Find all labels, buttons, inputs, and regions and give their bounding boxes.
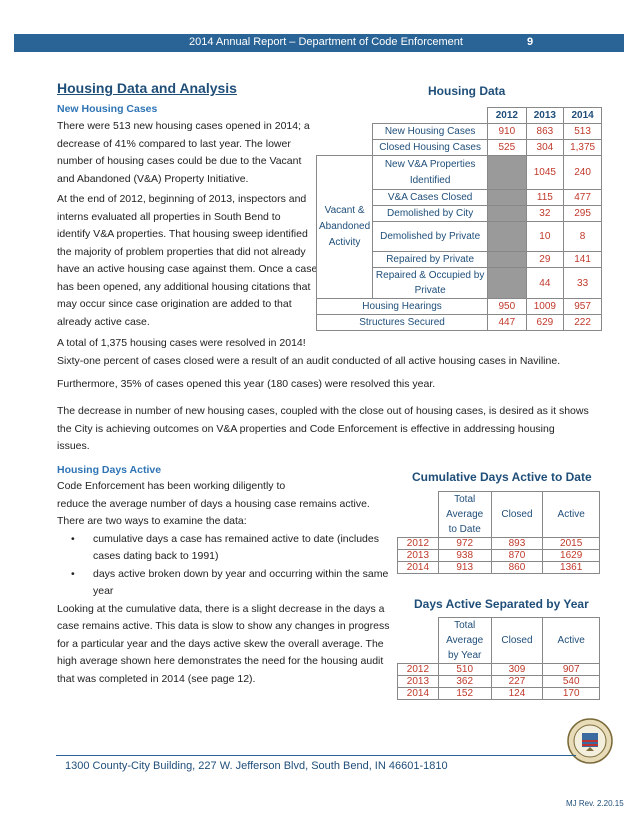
housing-data-title: Housing Data — [428, 84, 506, 98]
row-year: 2012 — [398, 538, 439, 550]
text-line: the majority of problem properties that did not already — [57, 245, 306, 258]
new-cases-heading: New Housing Cases — [57, 103, 158, 115]
row-label: Closed Housing Cases — [373, 140, 488, 156]
text-line: may occur since case origination are added to that — [57, 298, 292, 310]
text-line: There are two ways to examine the data: — [57, 515, 247, 527]
text-line: issues. — [57, 440, 90, 452]
row-year: 2013 — [398, 550, 439, 562]
footer-divider — [56, 755, 576, 756]
header-text: Average — [446, 509, 484, 520]
cell-value: 1361 — [543, 562, 600, 574]
cell-value: 115 — [526, 190, 564, 206]
column-header: Active — [543, 618, 600, 664]
text-line: high average shown here demonstrates the need for the housing audit — [57, 655, 384, 667]
cell-value: 29 — [526, 252, 564, 268]
cell-value: 863 — [526, 124, 564, 140]
table-row — [317, 124, 602, 140]
row-label: Demolished by City — [373, 206, 488, 222]
empty-cell — [488, 156, 526, 190]
cell-value: 2015 — [543, 538, 600, 550]
list-item — [57, 566, 397, 601]
header-text: Total — [454, 494, 476, 505]
new-cases-paragraph-1 — [57, 118, 332, 188]
row-label: New V&A Properties Identified — [373, 156, 488, 190]
row-year: 2014 — [398, 562, 439, 574]
days-active-intro — [57, 478, 397, 688]
cell-value: 44 — [526, 268, 564, 299]
table-row — [398, 562, 600, 574]
text-line: reduce the average number of days a housing case remains active. — [57, 497, 370, 510]
cell-value: 540 — [543, 676, 600, 688]
cell-value: 240 — [564, 156, 602, 190]
table-row — [317, 299, 602, 315]
text-line: identify V&A properties. That housing sweep identified — [57, 228, 308, 240]
empty-cell — [488, 252, 526, 268]
cell-value: 950 — [488, 299, 526, 315]
cell-value: 913 — [438, 562, 491, 574]
empty-cell — [488, 222, 526, 252]
text-line: the City is achieving outcomes on V&A properties and Code Enforcement is effective in addressing housing — [57, 422, 555, 435]
table-row — [398, 538, 600, 550]
header-text: Total — [454, 620, 476, 631]
text-line: for a particular year and the days active skew the overall average. The — [57, 637, 384, 650]
cell-value: 938 — [438, 550, 491, 562]
cell-value: 1009 — [526, 299, 564, 315]
row-label: Repaired & Occupied by Private — [373, 268, 488, 299]
text-line: year — [93, 585, 114, 597]
text-line: Looking at the cumulative data, there is a slight decrease in the days a — [57, 602, 385, 615]
row-label: New Housing Cases — [373, 124, 488, 140]
text-line: case remains active. This data is slow to show any changes in progress — [57, 620, 390, 632]
footer-address: 1300 County-City Building, 227 W. Jefferson Blvd, South Bend, IN 46601-1810 — [65, 760, 448, 772]
text-line: At the end of 2012, beginning of 2013, inspectors and — [57, 193, 307, 205]
row-year: 2014 — [398, 688, 439, 700]
cell-value: 860 — [491, 562, 543, 574]
table-header-row — [398, 492, 600, 538]
text-line: and Abandoned (V&A) Property Initiative. — [57, 172, 249, 185]
column-header: Active — [543, 492, 600, 538]
text-line: number of housing cases could be due to the Vacant — [57, 155, 302, 167]
empty-cell — [488, 268, 526, 299]
cell-value: 870 — [491, 550, 543, 562]
page-header-bar — [14, 34, 624, 52]
revision-note: MJ Rev. 2.20.15 — [566, 799, 624, 808]
table-row — [398, 664, 600, 676]
row-label: V&A Cases Closed — [373, 190, 488, 206]
year-header: 2013 — [526, 108, 564, 124]
cell-value: 957 — [564, 299, 602, 315]
row-label: Demolished by Private — [373, 222, 488, 252]
housing-data-table — [316, 107, 602, 331]
table-row — [398, 676, 600, 688]
year-header: 2012 — [488, 108, 526, 124]
text-line: interns evaluated all properties in South Bend to — [57, 210, 281, 223]
decrease-paragraph — [57, 403, 627, 456]
column-header — [438, 618, 491, 664]
header-text: Average — [446, 635, 484, 646]
report-title: 2014 Annual Report – Department of Code Enforcement — [189, 36, 463, 48]
cell-value: 10 — [526, 222, 564, 252]
cell-value: 124 — [491, 688, 543, 700]
by-year-table — [397, 617, 600, 700]
table-row — [398, 688, 600, 700]
table-row — [317, 315, 602, 331]
row-label: Housing Hearings — [317, 299, 488, 315]
cell-value: 1,375 — [564, 140, 602, 156]
row-year: 2012 — [398, 664, 439, 676]
table-header-row — [317, 108, 602, 124]
cell-value: 170 — [543, 688, 600, 700]
text-line: The decrease in number of new housing cases, coupled with the close out of housing cases, is desired as it shows — [57, 405, 589, 417]
text-line: that was completed in 2014 (see page 12). — [57, 672, 256, 685]
row-year: 2013 — [398, 676, 439, 688]
furthermore-paragraph: Furthermore, 35% of cases opened this year (180 cases) were resolved this year. — [57, 378, 436, 390]
header-text: by Year — [448, 650, 482, 661]
cell-value: 141 — [564, 252, 602, 268]
text-line: cumulative days a case has remained active to date (includes — [93, 532, 379, 545]
cell-value: 513 — [564, 124, 602, 140]
cell-value: 629 — [526, 315, 564, 331]
cell-value: 893 — [491, 538, 543, 550]
cell-value: 32 — [526, 206, 564, 222]
row-label: Structures Secured — [317, 315, 488, 331]
cumulative-table — [397, 491, 600, 574]
cell-value: 972 — [438, 538, 491, 550]
header-text: to Date — [448, 524, 481, 535]
cell-value: 510 — [438, 664, 491, 676]
by-year-table-title: Days Active Separated by Year — [414, 597, 589, 611]
cell-value: 907 — [543, 664, 600, 676]
text-line: days active broken down by year and occurring within the same — [93, 567, 389, 580]
cell-value: 477 — [564, 190, 602, 206]
text-line: Sixty-one percent of cases closed were a result of an audit conducted of all active housing cases in Naviline. — [57, 354, 561, 367]
days-active-heading: Housing Days Active — [57, 464, 162, 476]
cell-value: 33 — [564, 268, 602, 299]
column-header: Closed — [491, 492, 543, 538]
text-line: have an active housing case against them. Once a case — [57, 263, 318, 275]
table-header-row — [398, 618, 600, 664]
group-label: Vacant & Abandoned Activity — [317, 156, 373, 299]
cell-value: 295 — [564, 206, 602, 222]
list-item — [57, 531, 397, 566]
cell-value: 910 — [488, 124, 526, 140]
text-line: already active case. — [57, 315, 150, 328]
column-header: Closed — [491, 618, 543, 664]
column-header — [438, 492, 491, 538]
text-line: Code Enforcement has been working diligently to — [57, 480, 286, 492]
year-header: 2014 — [564, 108, 602, 124]
bullet-list — [57, 531, 397, 601]
page-number: 9 — [527, 36, 534, 48]
cell-value: 525 — [488, 140, 526, 156]
section-title: Housing Data and Analysis — [57, 80, 237, 96]
row-label: Repaired by Private — [373, 252, 488, 268]
text-line: has been opened, any additional housing citations that — [57, 280, 311, 293]
empty-cell — [488, 190, 526, 206]
cell-value: 227 — [491, 676, 543, 688]
table-row — [317, 156, 602, 190]
cell-value: 304 — [526, 140, 564, 156]
cell-value: 447 — [488, 315, 526, 331]
cell-value: 152 — [438, 688, 491, 700]
cell-value: 1045 — [526, 156, 564, 190]
resolved-paragraph — [57, 335, 617, 370]
table-row — [317, 140, 602, 156]
text-line: A total of 1,375 housing cases were resolved in 2014! — [57, 337, 306, 349]
text-line: decrease of 41% compared to last year. The lower — [57, 137, 291, 150]
empty-cell — [488, 206, 526, 222]
cell-value: 222 — [564, 315, 602, 331]
table-row — [398, 550, 600, 562]
cell-value: 362 — [438, 676, 491, 688]
new-cases-paragraph-2 — [57, 191, 342, 331]
text-line: There were 513 new housing cases opened in 2014; a — [57, 120, 310, 132]
cell-value: 8 — [564, 222, 602, 252]
city-seal-icon — [567, 718, 613, 764]
cell-value: 1629 — [543, 550, 600, 562]
text-line: cases dating back to 1991) — [93, 550, 219, 562]
cumulative-table-title: Cumulative Days Active to Date — [412, 470, 592, 484]
cell-value: 309 — [491, 664, 543, 676]
